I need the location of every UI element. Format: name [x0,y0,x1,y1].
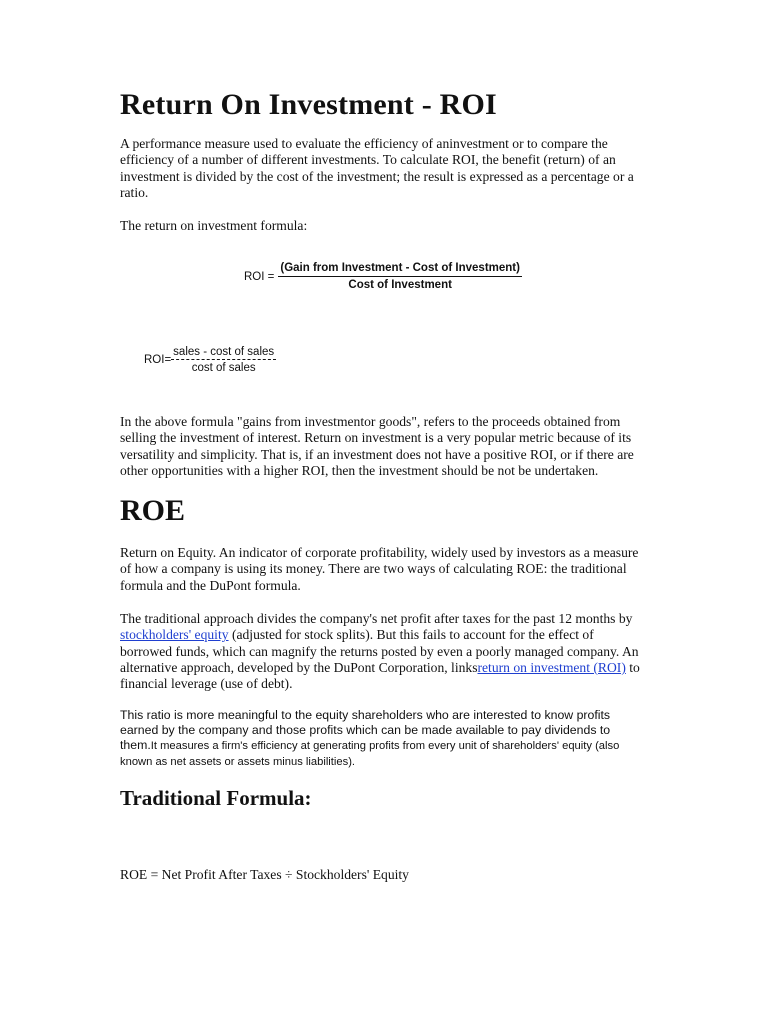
explanation-paragraph: In the above formula "gains from investmentor goods", refers to the proceeds obtained from selling the investment of interest. Return on investment is a very popular metric because of its versatility and simplicity. That is, if an investment does not have a positive ROI, or if there are other opportunities with a higher ROI, then the investment should be not be undertaken. [120,414,634,478]
roi-sales-formula-image [144,346,276,374]
formula2-fraction [171,346,276,374]
roe-formula-text: ROE = Net Profit After Taxes ÷ Stockholders' Equity [120,867,409,882]
traditional-formula-heading: Traditional Formula: [120,786,312,810]
roi-formula-image [244,262,522,291]
intro-paragraph: A performance measure used to evaluate the efficiency of aninvestment or to compare the efficiency of a number of different investments. To calculate ROI, the benefit (return) of an investment is divided by the cost of the investment; the result is expressed as a percentage or a ratio. [120,136,634,200]
formula2-denominator: cost of sales [191,362,256,374]
formula-label: The return on investment formula: [120,218,308,233]
formula1-numerator: (Gain from Investment - Cost of Investment) [278,262,522,277]
ratio-tail-text: It measures a firm's efficiency at generating profits from every unit of shareholders' equity (also known as net assets or assets minus liabilities). [120,740,620,768]
ratio-paragraph [120,708,648,770]
formula1-lhs: ROI = [244,270,275,283]
roe-heading: ROE [120,494,186,527]
formula2-numerator: sales - cost of sales [173,346,275,358]
roe-traditional-paragraph [120,611,648,692]
roe-trad-text-1: The traditional approach divides the company's net profit after taxes for the past 12 months by [120,611,633,626]
roe-intro-paragraph: Return on Equity. An indicator of corporate profitability, widely used by investors as a measure of how a company is using its money. There are two ways of calculating ROE: the traditional formula and the DuPont formula. [120,545,639,593]
roe-trad-text-3: to financial leverage (use of debt). [120,659,640,692]
page-title: Return On Investment - ROI [120,88,497,121]
formula1-denominator: Cost of Investment [348,279,452,291]
formula1-fraction [278,262,522,291]
formula2-lhs: ROI= [144,354,172,366]
return-on-investment-link[interactable]: return on investment (ROI) [477,659,626,675]
stockholders-equity-link[interactable]: stockholders' equity [120,627,229,643]
ratio-main-text: This ratio is more meaningful to the equity shareholders who are interested to know profits earned by the company and those profits which can be made available to pay dividends to them. [120,708,611,752]
roe-trad-text-2: (adjusted for stock splits). But this fails to account for the effect of borrowed funds, which can magnify the returns posted by even a poorly managed company. An alternative approach, developed by the DuPont Corporation, links [120,627,639,675]
